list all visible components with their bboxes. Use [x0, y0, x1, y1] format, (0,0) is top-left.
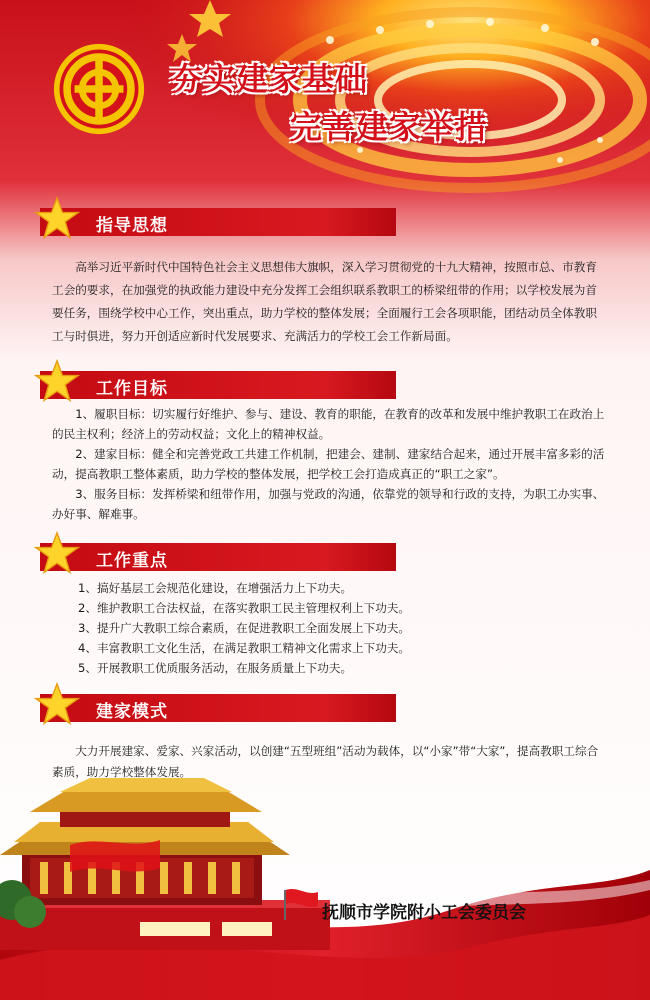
- paragraph: 3、服务目标：发挥桥梁和纽带作用，加强与党政的沟通，依靠党的领导和行政的支持，为职工办实事、办好事、解难事。: [52, 487, 605, 521]
- list-item: 1、搞好基层工会规范化建设，在增强活力上下功夫。: [78, 581, 353, 595]
- list-item: 3、提升广大教职工综合素质，在促进教职工全面发展上下功夫。: [78, 621, 411, 635]
- section-body-home-building-model: [52, 741, 607, 783]
- section-body-guiding-ideology: [52, 256, 607, 348]
- star-icon: [34, 196, 80, 242]
- paragraph: 大力开展建家、爱家、兴家活动，以创建“五型班组”活动为载体，以“小家”带“大家”，提高教职工综合素质，助力学校整体发展。: [52, 744, 599, 779]
- star-icon: [34, 359, 80, 405]
- paragraph: 2、建家目标：健全和完善党政工共建工作机制，把建会、建制、建家结合起来，通过开展丰富多彩的活动，提高教职工整体素质，助力学校的整体发展，把学校工会打造成真正的“职工之家”。: [52, 447, 605, 481]
- section-heading-label: 指导思想: [96, 216, 168, 236]
- section-heading-label: 工作目标: [96, 379, 168, 399]
- list-item: 2、维护教职工合法权益，在落实教职工民主管理权利上下功夫。: [78, 601, 411, 615]
- section-body-work-priorities: [78, 578, 598, 678]
- poster-title-line1: 夯实建家基础: [170, 60, 369, 98]
- star-icon: [34, 531, 80, 577]
- poster-title-line2: 完善建家举措: [290, 108, 489, 146]
- organization-name: 抚顺市学院附小工会委员会: [322, 903, 526, 923]
- section-heading-guiding-ideology: [40, 208, 396, 236]
- section-heading-label: 工作重点: [96, 551, 168, 571]
- paragraph: 高举习近平新时代中国特色社会主义思想伟大旗帜，深入学习贯彻党的十九大精神，按照市总、市教育工会的要求，在加强党的执政能力建设中充分发挥工会组织联系教职工的桥梁纽带的作用；以学校发展为首要任务，围绕学校中心工作，突出重点，助力学校的整体发展；全面履行工会各项职能，团结动员全体教职工与时俱进，努力开创适应新时代发展要求、充满活力的学校工会工作新局面。: [52, 260, 597, 343]
- union-logo-icon: [52, 42, 146, 136]
- list-item: 4、丰富教职工文化生活，在满足教职工精神文化需求上下功夫。: [78, 641, 411, 655]
- section-body-work-goals: [52, 404, 607, 524]
- section-heading-work-goals: [40, 371, 396, 399]
- list-item: 5、开展教职工优质服务活动，在服务质量上下功夫。: [78, 661, 353, 675]
- section-heading-home-building-model: [40, 694, 396, 722]
- section-heading-label: 建家模式: [96, 702, 168, 722]
- section-heading-work-priorities: [40, 543, 396, 571]
- star-icon: [34, 682, 80, 728]
- paragraph: 1、履职目标：切实履行好维护、参与、建设、教育的职能，在教育的改革和发展中维护教职工在政治上的民主权利；经济上的劳动权益；文化上的精神权益。: [52, 407, 605, 441]
